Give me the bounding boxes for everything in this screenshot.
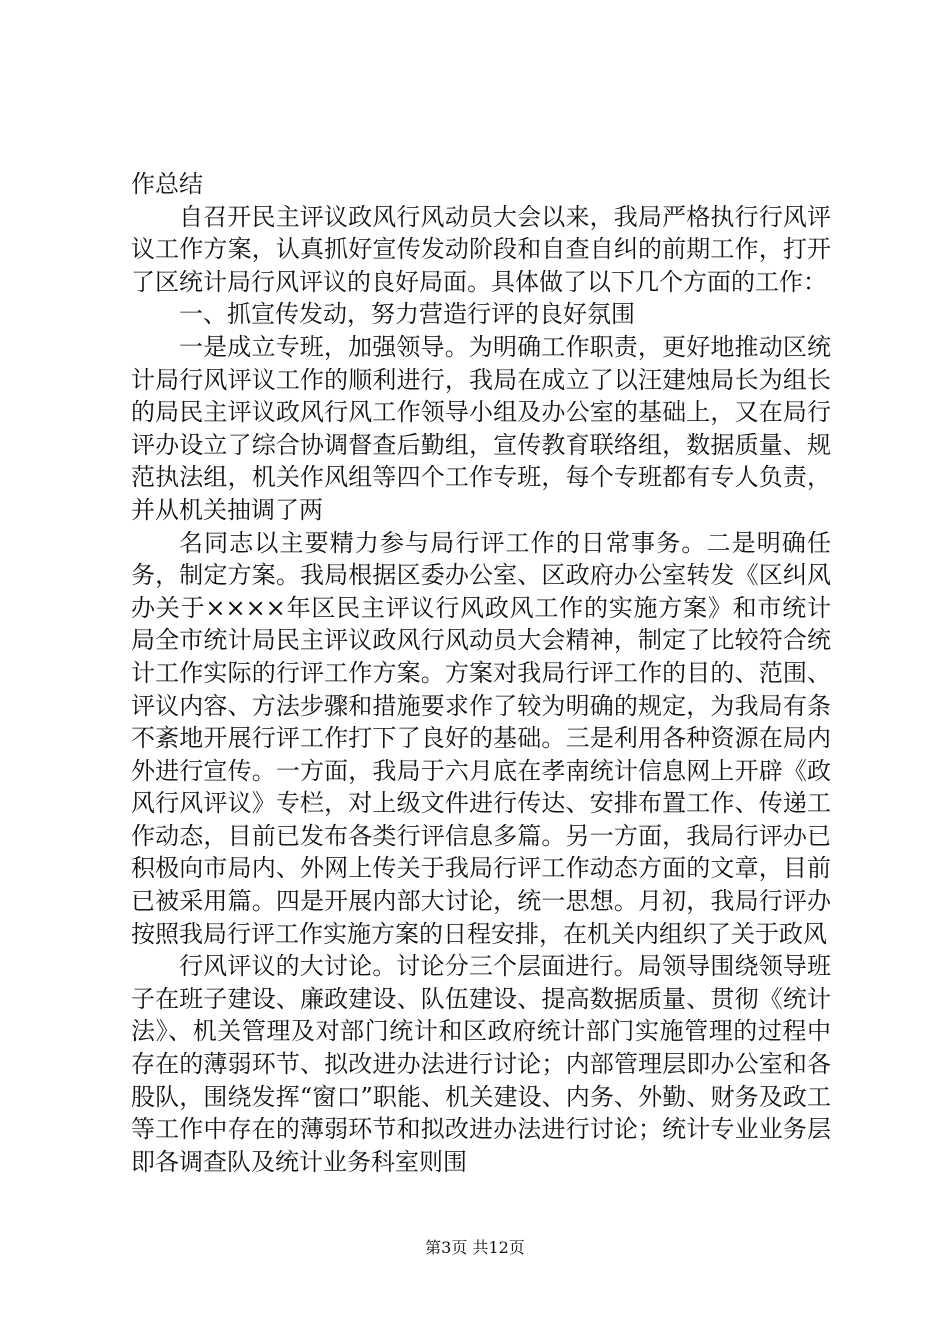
section-heading-1: 一、抓宣传发动，努力营造行评的良好氛围 [179, 300, 635, 329]
document-body [131, 168, 831, 1178]
paragraph-4: 名同志以主要精力参与局行评工作的日常事务。二是明确任务，制定方案。我局根据区委办公室、区政府办公室转发《区纠风办关于××××年区民主评议行风政风工作的实施方案》和市统计局全市统计局民主评议政风行风动员大会精神，制定了比较符合统计工作实际的行评工作方案。方案对我局行评工作的目的、范围、评议内容、方法步骤和措施要求作了较为明确的规定，为我局有条不紊地开展行评工作打下了良好的基础。三是利用各种资源在局内外进行宣传。一方面，我局于六月底在孝南统计信息网上开辟《政风行风评议》专栏，对上级文件进行传达、安排布置工作、传递工作动态，目前已发布各类行评信息多篇。另一方面，我局行评办已积极向市局内、外网上传关于我局行评工作动态方面的文章，目前已被采用篇。四是开展内部大讨论，统一思想。月初，我局行评办按照我局行评工作实施方案的日程安排，在机关内组织了关于政风 [131, 528, 831, 948]
paragraph-2: 自召开民主评议政风行风动员大会以来，我局严格执行行风评议工作方案，认真抓好宣传发动阶段和自查自纠的前期工作，打开了区统计局行风评议的良好局面。具体做了以下几个方面的工作： [131, 202, 831, 296]
paragraph-5: 行风评议的大讨论。讨论分三个层面进行。局领导围绕领导班子在班子建设、廉政建设、队伍建设、提高数据质量、贯彻《统计法》、机关管理及对部门统计和区政府统计部门实施管理的过程中存在的薄弱环节、拟改进办法进行讨论；内部管理层即办公室和各股队，围绕发挥“窗口”职能、机关建设、内务、外勤、财务及政工等工作中存在的薄弱环节和拟改进办法进行讨论；统计专业业务层即各调查队及统计业务科室则围 [131, 952, 831, 1176]
page-number-footer: 第3页 共12页 [425, 1238, 525, 1257]
paragraph-3: 一是成立专班，加强领导。为明确工作职责，更好地推动区统计局行风评议工作的顺利进行，我局在成立了以汪建烛局长为组长的局民主评议政风行风工作领导小组及办公室的基础上，又在局行评办设立了综合协调督查后勤组，宣传教育联络组，数据质量、规范执法组，机关作风组等四个工作专班，每个专班都有专人负责，并从机关抽调了两 [131, 332, 831, 524]
paragraph-1: 作总结 [131, 170, 203, 198]
